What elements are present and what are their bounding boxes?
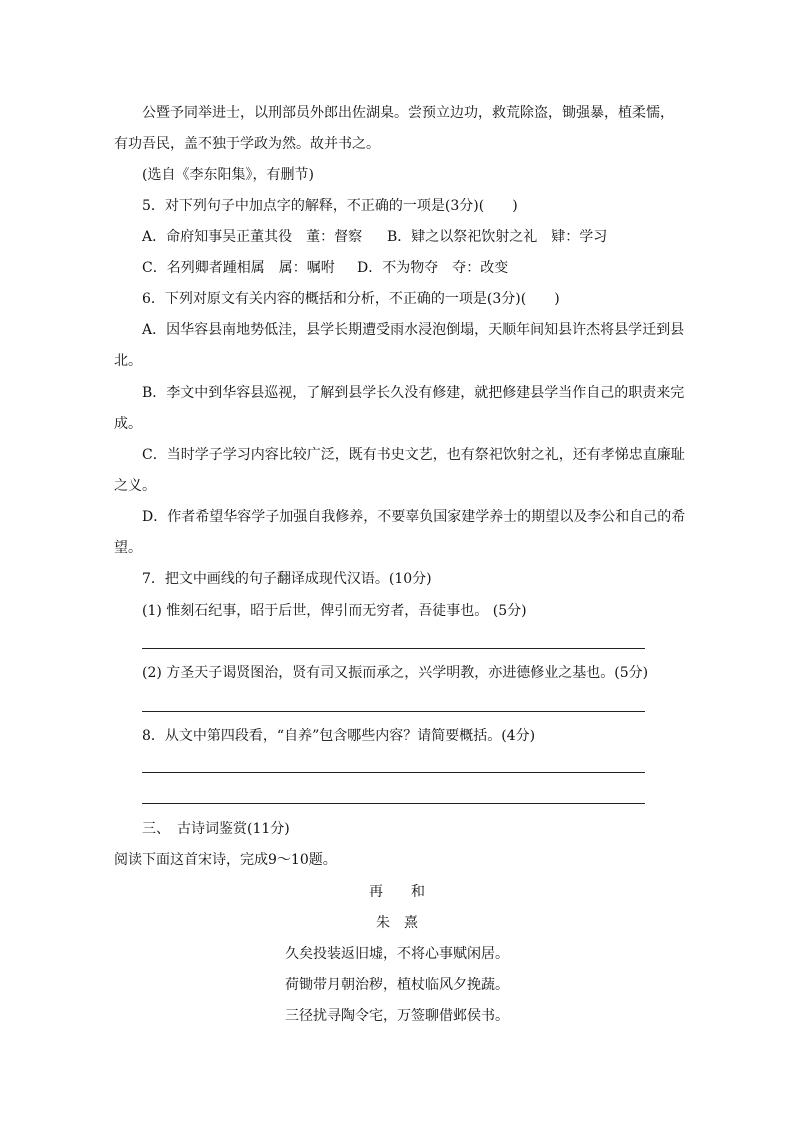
passage-source: (选自《李东阳集》，有删节) — [142, 167, 314, 183]
q6-option-b-line1: B．李文中到华容县巡视，了解到县学长久没有修建，就把修建县学当作自己的职责来完 — [142, 385, 685, 401]
passage-para1-line1: 公暨予同举进士，以刑部员外郎出佐湖臬。尝预立边功，救荒除盗，锄强暴，植柔懦， — [142, 105, 674, 121]
poem-author: 朱 熹 — [376, 915, 418, 931]
poem-line3: 三径扰寻陶令宅，万签聊借邺侯书。 — [285, 1008, 509, 1024]
poem-line1: 久矣投装返旧墟，不将心事赋闲居。 — [285, 946, 509, 962]
q7-sub1: (1) 惟刻石纪事，昭于后世，俾引而无穷者，吾徒事也。 (5分) — [142, 603, 527, 619]
q6-option-d-line1: D．作者希望华容学子加强自我修养，不要辜负国家建学养士的期望以及李公和自己的希 — [142, 509, 686, 525]
section3-intro: 阅读下面这首宋诗，完成9～10题。 — [114, 852, 337, 868]
q6-option-c-line2: 之义。 — [114, 478, 156, 494]
answer-line-q8-2[interactable] — [142, 803, 645, 804]
q6-option-d-line2: 望。 — [114, 540, 142, 556]
q6-option-b-line2: 成。 — [114, 416, 142, 432]
q5-option-c: C．名列卿者踵相属 属：嘱咐 — [142, 260, 335, 276]
q8-stem: 8．从文中第四段看，“自养”包含哪些内容？请简要概括。(4分) — [142, 728, 536, 744]
q5-option-d: D．不为物夺 夺：改变 — [357, 260, 509, 276]
answer-line-q7-1[interactable] — [142, 648, 645, 649]
answer-line-q7-2[interactable] — [142, 711, 645, 712]
poem-title: 再 和 — [369, 884, 425, 900]
answer-line-q8-1[interactable] — [142, 772, 645, 773]
q6-option-a-line2: 北。 — [114, 353, 142, 369]
q5-option-b: B．肄之以祭祀饮射之礼 肄：学习 — [387, 229, 608, 245]
q6-stem: 6．下列对原文有关内容的概括和分析，不正确的一项是(3分)( ) — [142, 291, 560, 307]
section3-heading: 三、 古诗词鉴赏(11分) — [142, 821, 290, 837]
q5-option-a: A．命府知事吴正董其役 董：督察 — [142, 229, 363, 245]
q6-option-a-line1: A．因华容县南地势低洼，县学长期遭受雨水浸泡倒塌，天顺年间知县许杰将县学迁到县 — [142, 322, 685, 338]
q5-stem: 5．对下列句子中加点字的解释，不正确的一项是(3分)( ) — [142, 198, 518, 214]
poem-line2: 荷锄带月朝治秽，植杖临风夕挽蔬。 — [285, 977, 509, 993]
q6-option-c-line1: C．当时学子学习内容比较广泛，既有书史文艺，也有祭祀饮射之礼，还有孝悌忠直廉耻 — [142, 447, 685, 463]
q7-stem: 7．把文中画线的句子翻译成现代汉语。(10分) — [142, 571, 432, 587]
passage-para1-line2: 有功吾民，盖不独于学政为然。故并书之。 — [114, 136, 380, 152]
q7-sub2: (2) 方圣天子谒贤图治，贤有司又振而承之，兴学明教，亦进德修业之基也。(5分) — [142, 665, 649, 681]
